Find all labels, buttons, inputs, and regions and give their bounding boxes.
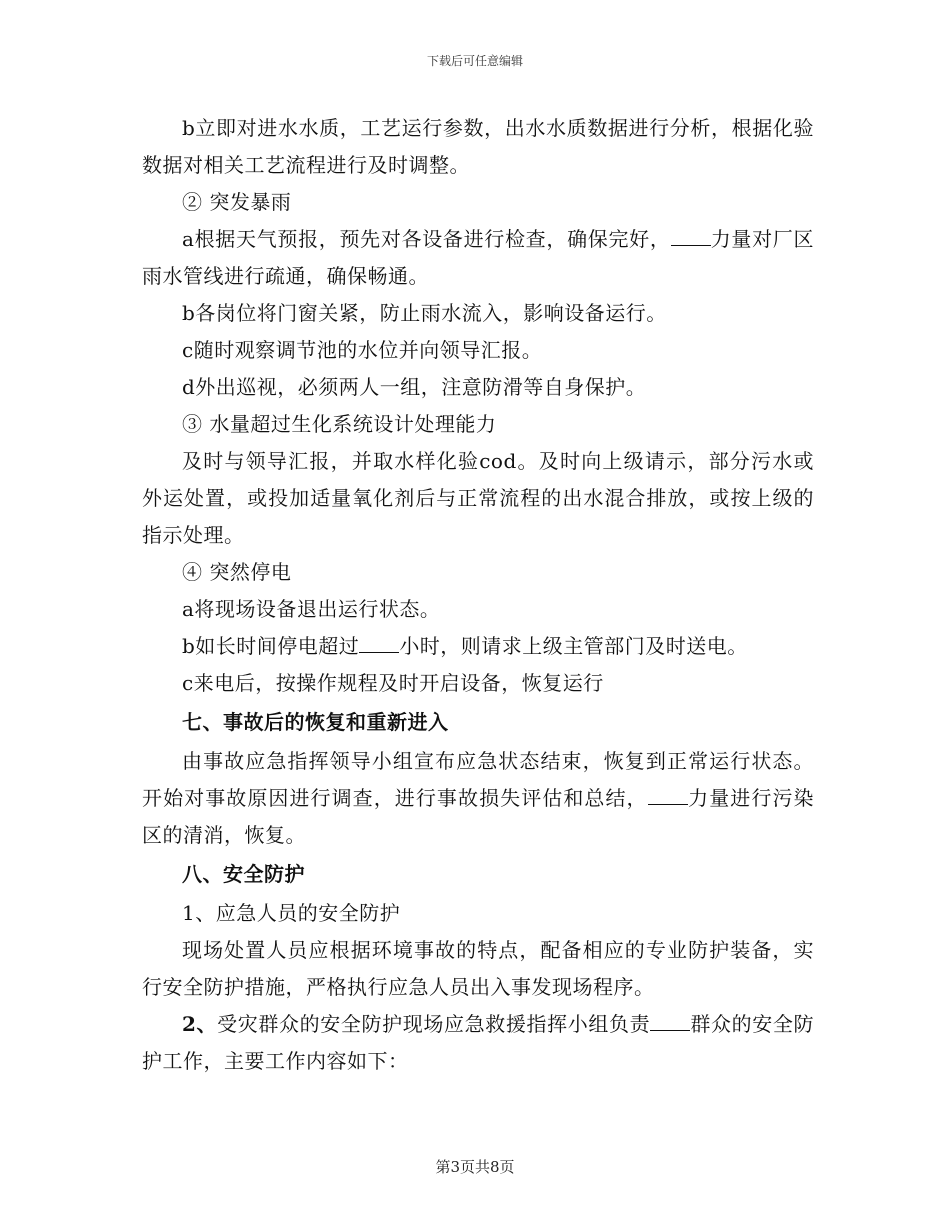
- paragraph: c随时观察调节池的水位并向领导汇报。: [182, 338, 543, 362]
- section-heading-safety: 八、安全防护: [182, 862, 305, 886]
- paragraph: b立即对进水水质，工艺运行参数，出水水质数据进行分析，根据化验数据对相关工艺流程进行及时调整。: [142, 116, 814, 177]
- fill-in-blank: [359, 636, 399, 653]
- subheading-overflow: ③ 水量超过生化系统设计处理能力: [182, 412, 497, 436]
- paragraph: b如长时间停电超过 小时，则请求上级主管部门及时送电。: [182, 634, 748, 658]
- subheading-responder-safety: 1、应急人员的安全防护: [182, 901, 401, 925]
- paragraph: 及时与领导汇报，并取水样化验cod。及时向上级请示，部分污水或外运处置，或投加适量氧化剂后与正常流程的出水混合排放，或按上级的指示处理。: [142, 449, 814, 547]
- paragraph: a将现场设备退出运行状态。: [182, 597, 441, 621]
- page-header: 下载后可任意编辑: [426, 54, 523, 68]
- paragraph: 由事故应急指挥领导小组宣布应急状态结束，恢复到正常运行状态。开始对事故原因进行调查，进行事故损失评估和总结， 力量进行污染区的清消，恢复。: [142, 749, 815, 847]
- paragraph: b各岗位将门窗关紧，防止雨水流入，影响设备运行。: [182, 301, 667, 325]
- paragraph: d外出巡视，必须两人一组，注意防滑等自身保护。: [182, 375, 647, 399]
- subheading-power-outage: ④ 突然停电: [182, 560, 292, 584]
- paragraph: c来电后，按操作规程及时开启设备，恢复运行: [182, 671, 604, 695]
- page-footer: 第3页共8页: [435, 1158, 515, 1176]
- document-body: [142, 110, 814, 1080]
- section-heading-recovery: 七、事故后的恢复和重新进入: [182, 710, 449, 734]
- paragraph: 2、受灾群众的安全防护现场应急救援指挥小组负责 群众的安全防护工作，主要工作内容如下：: [142, 1012, 815, 1073]
- fill-in-blank: [648, 788, 688, 805]
- paragraph: a根据天气预报，预先对各设备进行检查，确保完好， 力量对厂区雨水管线进行疏通，确保畅通。: [142, 227, 814, 288]
- fill-in-blank: [671, 229, 711, 246]
- paragraph: 现场处置人员应根据环境事故的特点，配备相应的专业防护装备，实行安全防护措施，严格执行应急人员出入事发现场程序。: [142, 938, 814, 999]
- subheading-heavy-rain: ② 突发暴雨: [182, 190, 292, 214]
- fill-in-blank: [650, 1014, 690, 1031]
